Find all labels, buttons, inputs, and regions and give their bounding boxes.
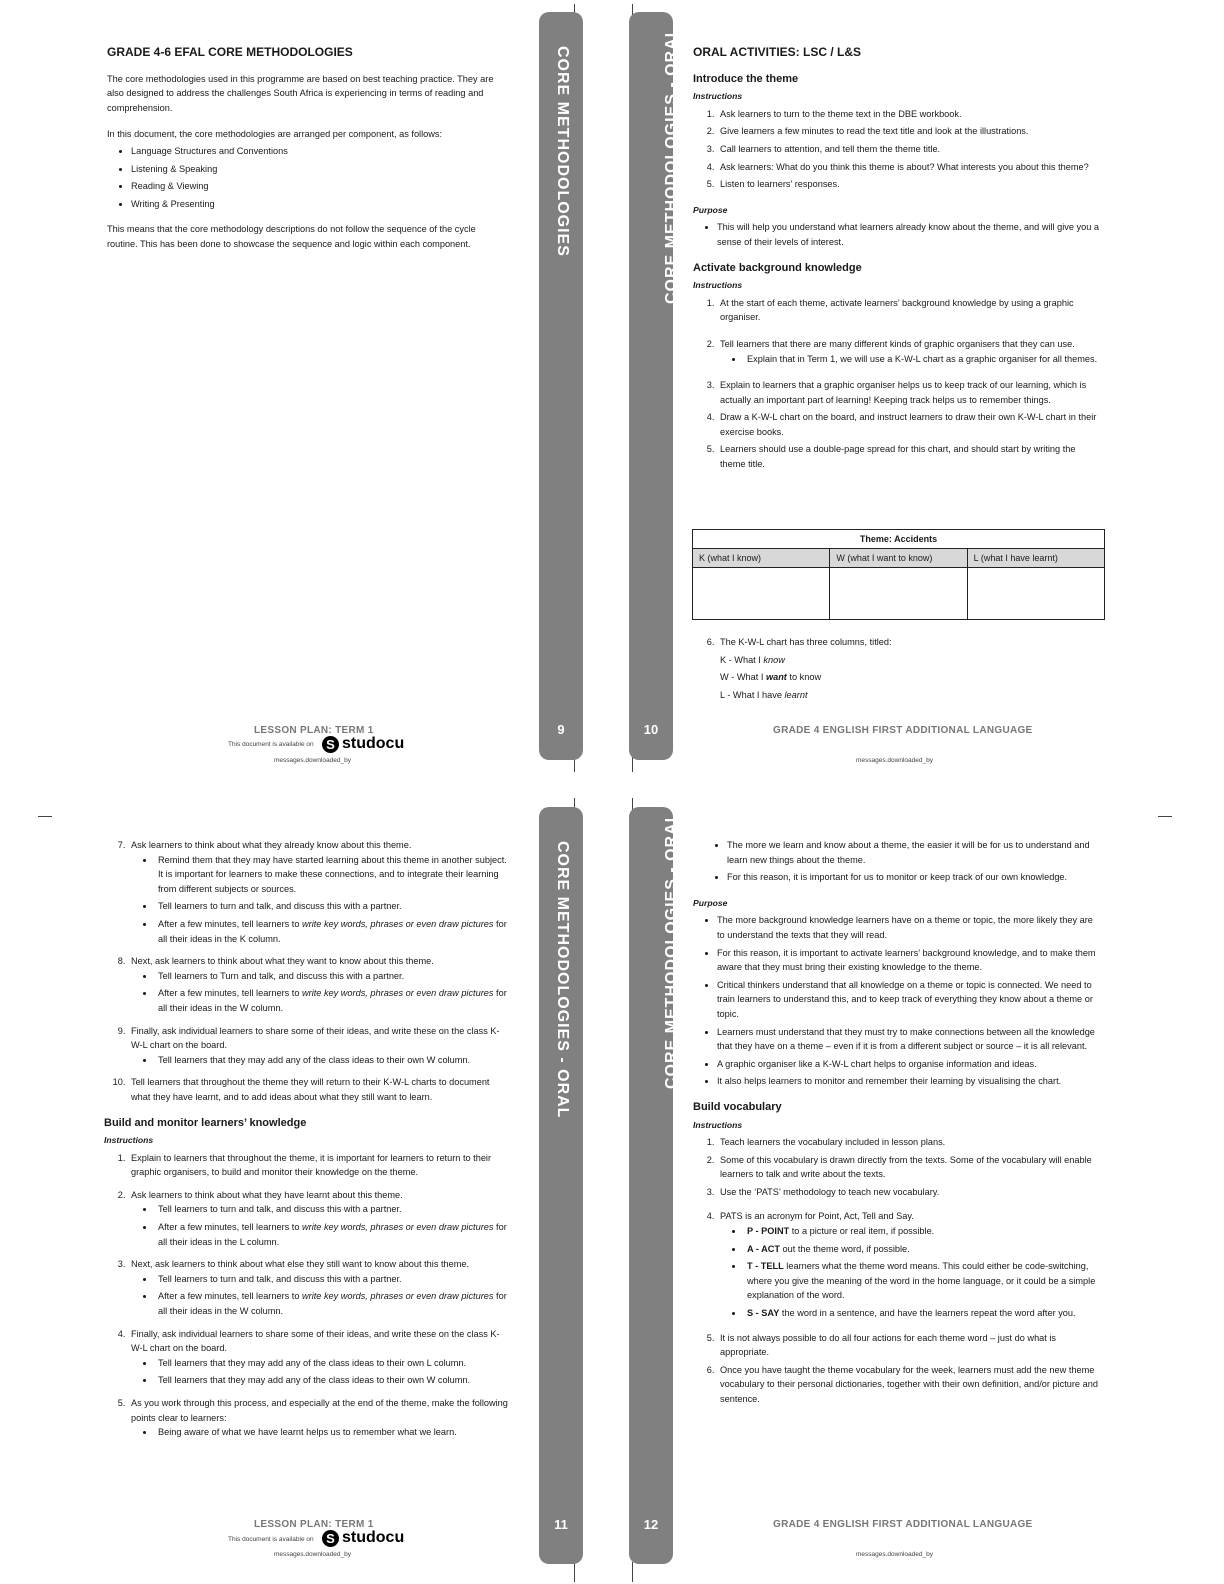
- list-item: • After a few minutes, tell learners to write key words, phrases or even draw pictures for all their ideas in the W column.: [155, 986, 508, 1015]
- kwl-table: [692, 529, 1105, 620]
- list-item: • After a few minutes, tell learners to write key words, phrases or even draw pictures for all their ideas in the W column.: [155, 1289, 508, 1318]
- page-11-content: [104, 838, 508, 1443]
- step-list: [705, 635, 1103, 702]
- purpose-label: Purpose: [693, 204, 728, 215]
- kwl-definition: K - What I know: [720, 654, 785, 665]
- side-tab-label: CORE METHODOLOGIES: [554, 46, 571, 257]
- table-header: L (what I have learnt): [967, 549, 1104, 568]
- list-item: • Critical thinkers understand that all knowledge on a theme or topic is connected. We need to train learners to understand this, and to keep track of everything they know about a theme or topic.: [717, 978, 1103, 1022]
- page-number: 10: [643, 722, 659, 737]
- instructions-label: Instructions: [693, 280, 743, 291]
- footer-title: GRADE 4 ENGLISH FIRST ADDITIONAL LANGUAGE: [773, 1519, 1033, 1530]
- footer-title: LESSON PLAN: TERM 1: [254, 725, 374, 736]
- list-item: 5. As you work through this process, and especially at the end of the theme, make the following points clear to learners: • Being aware of what we have learnt helps us to remember what we learn.: [128, 1396, 508, 1440]
- list-item: 2. Some of this vocabulary is drawn directly from the texts. Some of the vocabulary will enable learners to talk and write about the texts.: [717, 1153, 1103, 1182]
- list-item: 4. PATS is an acronym for Point, Act, Tell and Say. • P - POINT to a picture or real item, if possible. • A - ACT out the theme word, if possible. • T - TELL learners what the theme word means. This could either be code-switching, where you give the meaning of the word in the home language, or it could be a simple explanation of the word. • S - SAY the word in a sentence, and have the learners repeat the word after you.: [717, 1209, 1103, 1320]
- list-item: • Writing & Presenting: [131, 197, 507, 212]
- availability-note: This document is available on: [228, 741, 314, 748]
- crop-mark: [574, 1562, 575, 1582]
- page-title: ORAL ACTIVITIES: LSC / L&S: [693, 45, 862, 59]
- list-item: • For this reason, it is important to activate learners’ background knowledge, and to make them aware that they must bring their existing knowledge to the theme.: [717, 946, 1103, 975]
- arranged-paragraph: In this document, the core methodologies are arranged per component, as follows:: [107, 129, 443, 140]
- crop-mark: [632, 1562, 633, 1582]
- section-heading: Activate background knowledge: [693, 261, 862, 274]
- list-item: • Language Structures and Conventions: [131, 144, 507, 159]
- list-item: 6. The K-W-L chart has three columns, titled: K - What I know W - What I want to know L - What I have learnt: [717, 635, 1103, 702]
- table-title: Theme: Accidents: [693, 530, 1105, 549]
- list-item: 7. Ask learners to think about what they already know about this theme. • Remind them that they may have started learning about this theme in another subject. It is important for learners to make these connections, and to integrate their learning from different subjects or sources. • Tell learners to turn and talk, and discuss this with a partner. • After a few minutes, tell learners to write key words, phrases or even draw pictures for all their ideas in the K column.: [128, 838, 508, 946]
- list-item: 10. Tell learners that throughout the theme they will return to their K-W-L charts to document what they have learnt, and to add ideas about what they still want to learn.: [128, 1075, 508, 1104]
- list-item: • Learners must understand that they must try to make connections between all the knowledge that they have on a theme – even if it is from a different subject or source – it is all relevant.: [717, 1025, 1103, 1054]
- page-number: 12: [643, 1517, 659, 1532]
- list-item: 1. Explain to learners that throughout the theme, it is important for learners to return to their graphic organisers, to build and monitor their knowledge on the theme.: [128, 1151, 508, 1180]
- list-item: 1. Teach learners the vocabulary included in lesson plans.: [717, 1135, 1103, 1150]
- instructions-label: Instructions: [693, 1119, 743, 1130]
- list-item: • A - ACT out the theme word, if possible.: [744, 1242, 1103, 1257]
- download-note: messages.downloaded_by: [274, 757, 351, 764]
- list-item: • Listening & Speaking: [131, 162, 507, 177]
- note-paragraph: This means that the core methodology descriptions do not follow the sequence of the cycle routine. This has been done to showcase the sequence and logic within each component.: [107, 224, 476, 249]
- list-item: • Tell learners that they may add any of the class ideas to their own L column.: [155, 1356, 508, 1371]
- step-list: [116, 838, 508, 1105]
- step-list: [705, 1135, 1103, 1407]
- side-tab-label: CORE METHODOLOGIES - ORAL: [663, 26, 680, 304]
- purpose-list: [703, 220, 1103, 249]
- footer-title: GRADE 4 ENGLISH FIRST ADDITIONAL LANGUAGE: [773, 725, 1033, 736]
- side-tab-label: CORE METHODOLOGIES - ORAL: [554, 841, 571, 1119]
- list-item: 3. Use the ‘PATS’ methodology to teach new vocabulary.: [717, 1185, 1103, 1200]
- kwl-definition: L - What I have learnt: [720, 689, 808, 700]
- list-item: 3. Call learners to attention, and tell them the theme title.: [717, 142, 1103, 157]
- list-item: 1. Ask learners to turn to the theme text in the DBE workbook.: [717, 107, 1103, 122]
- step-list: [705, 107, 1103, 192]
- table-header: W (what I want to know): [830, 549, 967, 568]
- section-heading: Build and monitor learners’ knowledge: [104, 1116, 307, 1129]
- purpose-label: Purpose: [693, 897, 728, 908]
- download-note: messages.downloaded_by: [856, 757, 933, 764]
- list-item: • For this reason, it is important for us to monitor or keep track of our own knowledge.: [727, 870, 1103, 885]
- list-item: • It also helps learners to monitor and remember their learning by visualising the chart.: [717, 1074, 1103, 1089]
- list-item: • S - SAY the word in a sentence, and have the learners repeat the word after you.: [744, 1306, 1103, 1321]
- bullet-list: [713, 838, 1103, 885]
- studocu-icon: S: [322, 1530, 339, 1547]
- table-cell: [967, 568, 1104, 620]
- list-item: • After a few minutes, tell learners to write key words, phrases or even draw pictures for all their ideas in the L column.: [155, 1220, 508, 1249]
- page-12-content: [693, 838, 1103, 1410]
- purpose-list: [703, 913, 1103, 1089]
- list-item: 2. Tell learners that there are many different kinds of graphic organisers that they can use. • Explain that in Term 1, we will use a K-W-L chart as a graphic organiser for all themes.: [717, 337, 1103, 366]
- list-item: • The more background knowledge learners have on a theme or topic, the more likely they are to understand the texts that they will read.: [717, 913, 1103, 942]
- list-item: • Tell learners to Turn and talk, and discuss this with a partner.: [155, 969, 508, 984]
- studocu-icon: S: [322, 736, 339, 753]
- page-number: 9: [557, 722, 565, 737]
- crop-mark: [38, 816, 52, 817]
- instructions-label: Instructions: [693, 91, 743, 102]
- list-item: • A graphic organiser like a K-W-L chart helps to organise information and ideas.: [717, 1057, 1103, 1072]
- availability-note: This document is available on: [228, 1536, 314, 1543]
- list-item: • P - POINT to a picture or real item, if possible.: [744, 1224, 1103, 1239]
- side-tab-page-11: [539, 807, 583, 1564]
- page-10-content-lower: [693, 635, 1103, 705]
- list-item: 6. Once you have taught the theme vocabulary for the week, learners must add the new theme vocabulary to their personal dictionaries, together with their own definition, and/or picture and sentence.: [717, 1363, 1103, 1407]
- list-item: 2. Ask learners to think about what they have learnt about this theme. • Tell learners to turn and talk, and discuss this with a partner. • After a few minutes, tell learners to write key words, phrases or even draw pictures for all their ideas in the L column.: [128, 1188, 508, 1249]
- list-item: • After a few minutes, tell learners to write key words, phrases or even draw pictures for all their ideas in the K column.: [155, 917, 508, 946]
- page-number: 11: [554, 1517, 568, 1532]
- list-item: • Being aware of what we have learnt helps us to remember what we learn.: [155, 1425, 508, 1440]
- page-10-content: [693, 45, 1103, 475]
- footer-title: LESSON PLAN: TERM 1: [254, 1519, 374, 1530]
- step-list: [705, 296, 1103, 472]
- download-note: messages.downloaded_by: [274, 1551, 351, 1558]
- list-item: 3. Next, ask learners to think about what else they still want to know about this theme. • Tell learners to turn and talk, and discuss this with a partner. • After a few minutes, tell learners to write key words, phrases or even draw pictures for all their ideas in the W column.: [128, 1257, 508, 1318]
- list-item: • Tell learners to turn and talk, and discuss this with a partner.: [155, 899, 508, 914]
- crop-mark: [1158, 816, 1172, 817]
- section-heading: Build vocabulary: [693, 1100, 782, 1113]
- side-tab-label: CORE METHODOLOGIES - ORAL: [663, 811, 680, 1089]
- list-item: • Tell learners that they may add any of the class ideas to their own W column.: [155, 1373, 508, 1388]
- list-item: • Tell learners to turn and talk, and discuss this with a partner.: [155, 1272, 508, 1287]
- list-item: 3. Explain to learners that a graphic organiser helps us to keep track of our learning, which is actually an important part of learning! Keeping track helps us to remember things.: [717, 378, 1103, 407]
- kwl-definition: W - What I want to know: [720, 672, 822, 683]
- table-cell: [830, 568, 967, 620]
- download-note: messages.downloaded_by: [856, 1551, 933, 1558]
- studocu-logo: S studocu: [322, 1529, 404, 1547]
- list-item: • The more we learn and know about a theme, the easier it will be for us to understand and learn new things about the theme.: [727, 838, 1103, 867]
- studocu-logo: S studocu: [322, 735, 404, 753]
- side-tab-page-12: [629, 807, 680, 1564]
- side-tab-page-10: [629, 12, 680, 760]
- list-item: 4. Draw a K-W-L chart on the board, and instruct learners to draw their own K-W-L chart in their exercise books.: [717, 410, 1103, 439]
- list-item: 8. Next, ask learners to think about what they want to know about this theme. • Tell learners to Turn and talk, and discuss this with a partner. • After a few minutes, tell learners to write key words, phrases or even draw pictures for all their ideas in the W column.: [128, 954, 508, 1015]
- table-header: K (what I know): [693, 549, 830, 568]
- list-item: • This will help you understand what learners already know about the theme, and will give you a sense of their levels of interest.: [717, 220, 1103, 249]
- section-heading: Introduce the theme: [693, 72, 799, 85]
- list-item: • Tell learners to turn and talk, and discuss this with a partner.: [155, 1202, 508, 1217]
- intro-paragraph: The core methodologies used in this programme are based on best teaching practice. They are also designed to address the challenges South Africa is experiencing in terms of reading and comprehension.: [107, 73, 494, 113]
- table-cell: [693, 568, 830, 620]
- page-9-content: [107, 45, 507, 256]
- list-item: 9. Finally, ask individual learners to share some of their ideas, and write these on the class K-W-L chart on the board. • Tell learners that they may add any of the class ideas to their own W column.: [128, 1024, 508, 1068]
- instructions-label: Instructions: [104, 1135, 154, 1146]
- list-item: • Tell learners that they may add any of the class ideas to their own W column.: [155, 1053, 508, 1068]
- list-item: 2. Give learners a few minutes to read the text title and look at the illustrations.: [717, 124, 1103, 139]
- page-title: GRADE 4-6 EFAL CORE METHODOLOGIES: [107, 45, 353, 59]
- list-item: 4. Finally, ask individual learners to share some of their ideas, and write these on the class K-W-L chart on the board. • Tell learners that they may add any of the class ideas to their own L column. • Tell learners that they may add any of the class ideas to their own W column.: [128, 1327, 508, 1388]
- list-item: • Remind them that they may have started learning about this theme in another subject. It is important for learners to make these connections, and to integrate their learning from different subjects or sources.: [155, 853, 508, 897]
- list-item: 5. It is not always possible to do all four actions for each theme word – just do what is appropriate.: [717, 1331, 1103, 1360]
- list-item: 1. At the start of each theme, activate learners’ background knowledge by using a graphic organiser.: [717, 296, 1103, 325]
- list-item: 5. Learners should use a double-page spread for this chart, and should start by writing the theme title.: [717, 442, 1103, 471]
- step-list: [116, 1151, 508, 1440]
- list-item: • Explain that in Term 1, we will use a K-W-L chart as a graphic organiser for all themes.: [744, 352, 1103, 367]
- list-item: 4. Ask learners: What do you think this theme is about? What interests you about this theme?: [717, 160, 1103, 175]
- component-list: [117, 144, 507, 211]
- side-tab-page-9: [539, 12, 583, 760]
- list-item: 5. Listen to learners’ responses.: [717, 177, 1103, 192]
- list-item: • T - TELL learners what the theme word means. This could either be code-switching, where you give the meaning of the word in the home language, or it could be a simple explanation of the word.: [744, 1259, 1103, 1303]
- list-item: • Reading & Viewing: [131, 179, 507, 194]
